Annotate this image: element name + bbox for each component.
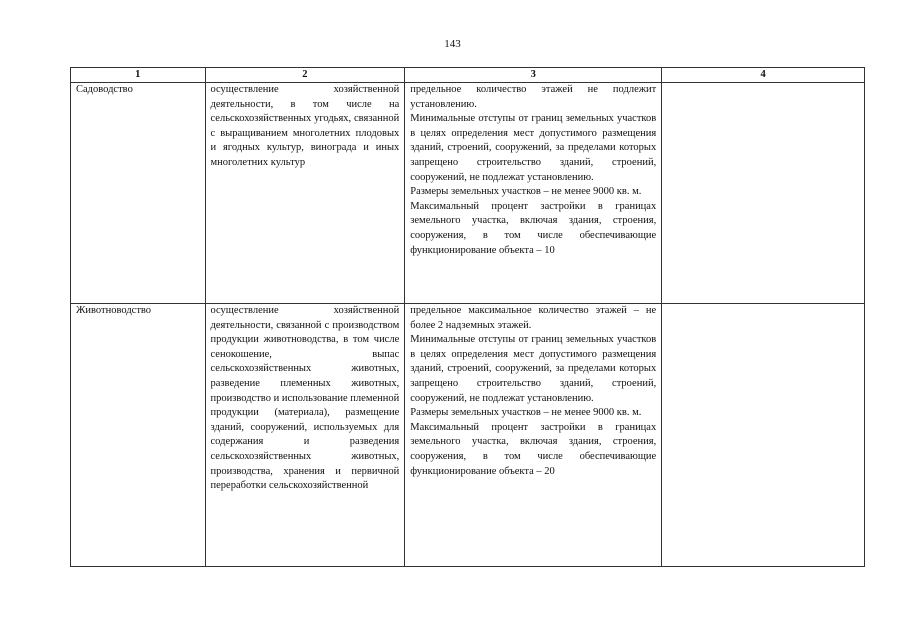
table-row bbox=[71, 83, 865, 304]
land-use-notes bbox=[662, 83, 865, 304]
column-header-2: 2 bbox=[205, 68, 405, 83]
land-use-parameters bbox=[405, 83, 662, 304]
column-header-3: 3 bbox=[405, 68, 662, 83]
parameter-paragraph: Максимальный процент застройки в границах земельного участка, включая здания, строения, сооружения, в том числе обеспечивающие функционирование объекта – 20 bbox=[410, 421, 657, 477]
zoning-table bbox=[70, 67, 865, 567]
parameter-paragraph: предельное максимальное количество этажей – не более 2 надземных этажей. bbox=[410, 305, 657, 331]
table-header-row bbox=[71, 68, 865, 83]
column-header-4: 4 bbox=[662, 68, 865, 83]
column-header-1: 1 bbox=[71, 68, 206, 83]
parameter-paragraph: Минимальные отступы от границ земельных участков в целях определения мест допустимого размещения зданий, строений, сооружений, за пределами которых запрещено строительство зданий, строений, сооружений, не подлежат установлению. bbox=[410, 334, 657, 404]
land-use-description: осуществление хозяйственной деятельности, связанной с производством продукции животноводства, в том числе сенокошение, выпас сельскохозяйственных животных, разведение племенных животных, производство и использование племенной продукции (материала), размещение зданий, сооружений, используемых для содержания и разведения сельскохозяйственных животных, производства, хранения и первичной переработки сельскохозяйственной bbox=[205, 304, 405, 567]
land-use-parameters bbox=[405, 304, 662, 567]
land-use-description: осуществление хозяйственной деятельности, в том числе на сельскохозяйственных угодьях, связанной с выращиванием многолетних плодовых и ягодных культур, винограда и иных многолетних культур bbox=[205, 83, 405, 304]
land-use-name: Животноводство bbox=[71, 304, 206, 567]
land-use-name: Садоводство bbox=[71, 83, 206, 304]
parameter-paragraph: предельное количество этажей не подлежит установлению. bbox=[410, 84, 657, 110]
parameter-paragraph: Максимальный процент застройки в границах земельного участка, включая здания, строения, сооружения, в том числе обеспечивающие функционирование объекта – 10 bbox=[410, 200, 657, 256]
table-row bbox=[71, 304, 865, 567]
parameter-paragraph: Размеры земельных участков – не менее 9000 кв. м. bbox=[410, 407, 642, 419]
parameter-paragraph: Размеры земельных участков – не менее 9000 кв. м. bbox=[410, 186, 642, 198]
land-use-notes bbox=[662, 304, 865, 567]
page-number: 143 bbox=[444, 38, 461, 50]
parameter-paragraph: Минимальные отступы от границ земельных участков в целях определения мест допустимого размещения зданий, строений, сооружений, за пределами которых запрещено строительство зданий, строений, сооружений, не подлежат установлению. bbox=[410, 113, 657, 183]
